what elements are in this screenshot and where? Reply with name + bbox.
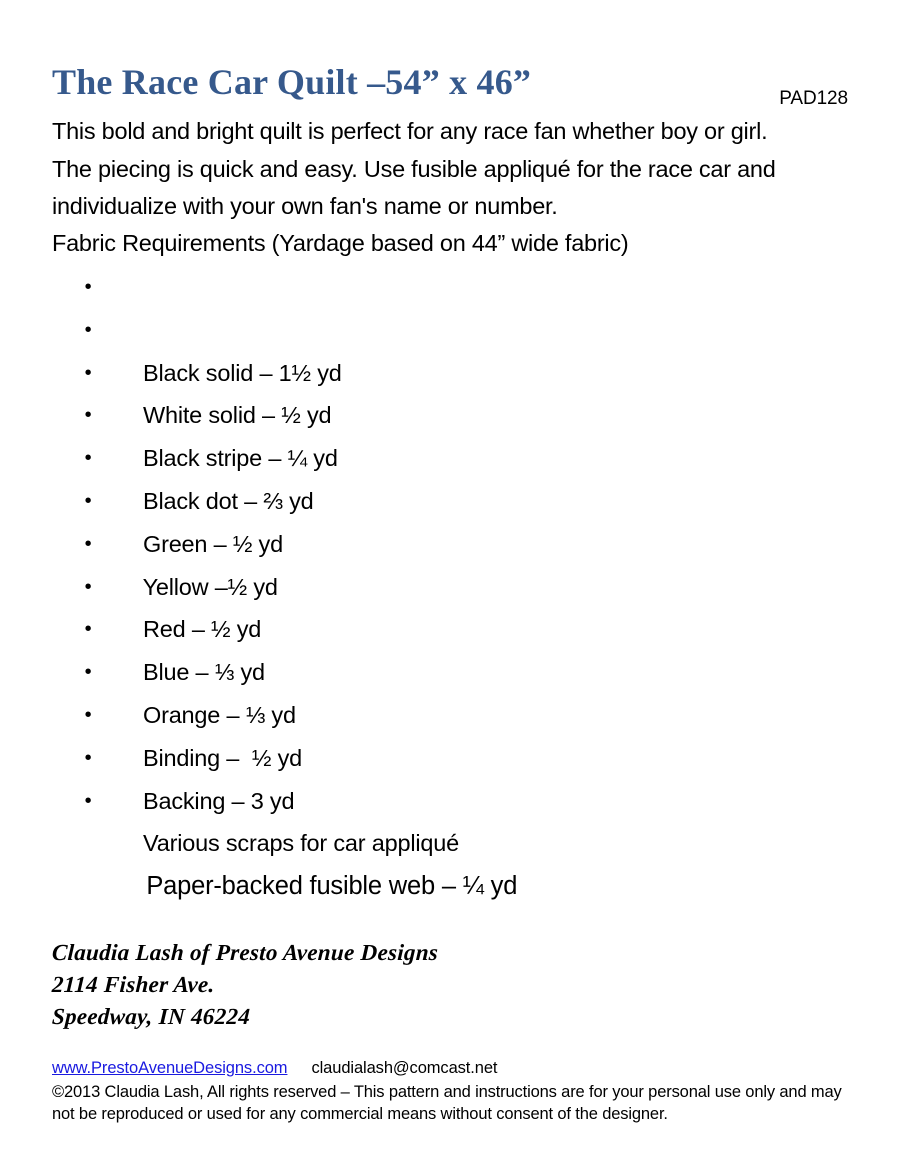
list-item-label: Backing – 3 yd xyxy=(142,787,295,814)
copyright-notice xyxy=(52,1081,852,1125)
bullet-icon: • xyxy=(84,404,92,427)
pattern-code: PAD128 xyxy=(779,88,848,109)
list-item-label: Paper-backed fusible web – ¼ yd xyxy=(146,872,518,901)
list-item-label: Black dot – ⅔ yd xyxy=(142,487,314,514)
intro-line: individualize with your own fan's name or number. xyxy=(52,193,558,219)
bullet-icon: • xyxy=(84,746,92,769)
fabric-requirements-heading: Fabric Requirements (Yardage based on 44” wide fabric) xyxy=(52,230,629,256)
signature-city: Speedway, IN 46224 xyxy=(51,1004,251,1029)
list-item-label: Binding – ½ yd xyxy=(142,744,302,771)
bullet-icon: • xyxy=(84,361,92,384)
bullet-icon: • xyxy=(84,703,92,726)
list-item-label: Black solid – 1½ yd xyxy=(142,359,342,386)
list-item-label: Blue – ⅓ yd xyxy=(142,659,265,686)
list-item-label: Orange – ⅓ yd xyxy=(142,701,296,728)
list-item-label: Various scraps for car appliqué xyxy=(142,830,459,857)
list-item-label: Yellow –½ yd xyxy=(142,573,278,600)
bullet-icon: • xyxy=(84,575,92,598)
designer-signature-block xyxy=(52,937,438,1033)
list-item-label: Black stripe – ¼ yd xyxy=(142,445,338,472)
copyright-line: not be reproduced or used for any commercial means without consent of the designer. xyxy=(52,1105,668,1123)
intro-line: This bold and bright quilt is perfect for any race fan whether boy or girl. xyxy=(52,118,768,144)
copyright-line: ©2013 Claudia Lash, All rights reserved – This pattern and instructions are for your personal use only and may xyxy=(52,1083,842,1101)
signature-street: 2114 Fisher Ave. xyxy=(51,972,216,997)
intro-paragraph xyxy=(52,113,862,226)
website-link[interactable]: www.PrestoAvenueDesigns.com xyxy=(52,1059,288,1077)
bullet-icon: • xyxy=(84,447,92,470)
list-item-label: Red – ½ yd xyxy=(142,616,262,643)
page-title: The Race Car Quilt –54” x 46” xyxy=(52,62,532,103)
email-address: claudialash@comcast.net xyxy=(311,1059,498,1077)
intro-line: The piecing is quick and easy. Use fusible appliqué for the race car and xyxy=(52,155,776,182)
list-item-label: Green – ½ yd xyxy=(142,530,283,557)
footer-contact-row xyxy=(52,1056,852,1080)
bullet-icon: • xyxy=(84,618,92,641)
bullet-icon: • xyxy=(84,276,92,298)
list-item xyxy=(52,266,852,386)
list-item-label: White solid – ½ yd xyxy=(142,402,332,429)
bullet-icon: • xyxy=(84,532,92,555)
page-footer xyxy=(52,1056,852,1125)
bullet-icon: • xyxy=(84,661,92,684)
signature-name: Claudia Lash of Presto Avenue Designs xyxy=(51,940,439,965)
bullet-icon: • xyxy=(84,318,92,341)
bullet-icon: • xyxy=(84,489,92,512)
fabric-requirements-list xyxy=(52,266,852,901)
bullet-icon: • xyxy=(84,789,92,812)
